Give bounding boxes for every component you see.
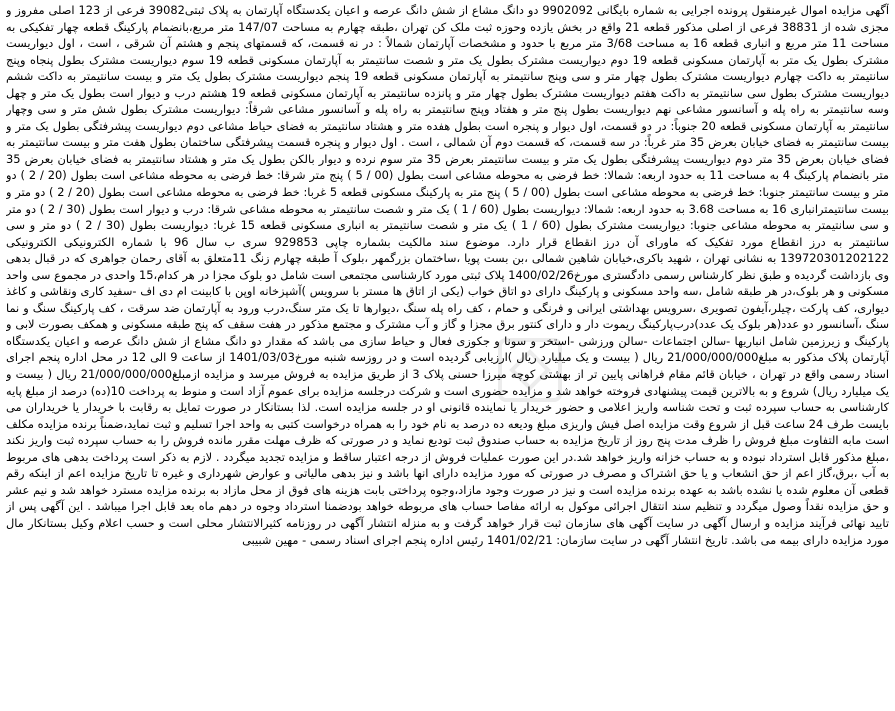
notice-body-text: آگهی مزایده اموال غیرمنقول پرونده اجرایی به شماره بایگانی 9902092 دو دانگ مشاع از شش دانگ عرصه و اعیان یکدستگاه آپارتمان به پلاک ثبتی39082 فرعی از 123 اصلی مفروز و مجزی شده از 38831 فرعی از اصلی مذکور قطعه 21 واقع در بخش یازده وحوزه ثبت ملک کن تهران ،طبقه چهارم به مساحت 147/07 متر مربع،بانضمام پارکینگ قطعه چهار تفکیکی به مساحت 11 متر مربع و انباری قطعه 16 به مساحت 3/68 متر مربع با حدود و مشخصات آپارتمان شمالاً : در نه قسمت، که قسمتهای پنجم و هشتم آن شرقی ، است ، اول دیواریست مشترک بطول یک متر به آپارتمان مسکونی قطعه 19 دوم دیواریست مشترک بطول یک متر و شصت سانتیمتر به آپارتمان مسکونی قطعه 19 سوم دیواریست مشترک بطول پنجاه وپنج سانتیمتر به داکت چهارم دیواریست مشترک بطول چهار متر و سی وپنج سانتیمتر به آپارتمان مسکونی قطعه 19 پنجم دیواریست مشترک بطول یک متر و بیست سانتیمتر به داکت ششم دیواریست مشترک بطول سی سانتیمتر به داکت هفتم دیواریست مشترک بطول چهار متر و پانزده سانتیمتر به آپارتمان مسکونی قطعه 19 هشتم درب و دیوار است بطول یک متر و چهل وسه سانتیمتر به راه پله و آسانسور مشاعی نهم دیواریست بطول پنج متر و هفتاد وپنج سانتیمتر به راه پله و آسانسور مشاعی شرقاً: دیواریست مشترک بطول شش متر و سی وچهار سانتیمتر به آپارتمان مسکونی قطعه 20 جنوباً: در دو قسمت، اول دیوار و پنجره است بطول هفده متر و هشتاد سانتیمتر به فضای حیاط مشاعی دوم دیواریست پیشرفتگی بطول یک متر و بیست سانتیمتر به فضای خیابان بعرض 35 متر غرباً: در سه قسمت، که قسمت دوم آن شمالی ، است . اول دیوار و پنجره قسمت پیشرفتگی ساختمان بطول هفت متر و بیست سانتیمتر به فضای خیابان بعرض 35 متر دوم دیواریست پیشرفتگی بطول یک متر و بیست سانتیمتر بعرض 35 متر سوم نرده و دیوار بالکن بطول یک متر و هشتاد سانتیمتر به فضای خیابان بعرض 35 متر بانضمام پارکینگ 4 به مساحت 11 به حدود اربعه: شمالا: خط فرضی به محوطه مشاعی است بطول (00 / 5 ) پنج متر شرقا: خط فرضی به محوطه مشاعی است بطول (20 / 2 ) دو متر و بیست سانتیمتر جنوبا: خط فرضی به محوطه مشاعی است بطول (00 / 5 ) پنج متر به پارکینگ مسکونی قطعه 5 غربا: خط فرضی به محوطه مشاعی است بطول (20 / 2 ) دو متر و بیست سانتیمترانباری 16 به مساحت 3.68 به حدود اربعه: شمالا: دیواریست بطول (60 / 1 ) یک متر و شصت سانتیمتر به محوطه مشاعی شرقا: درب و دیوار است بطول (30 / 2 ) دو متر و سی سانتیمتر به محوطه مشاعی جنوبا: دیواریست مشترک بطول (60 / 1 ) یک متر و شصت سانتیمتر به انباری مسکونی قطعه 15 غربا: دیواریست بطول (30 / 2 ) دو متر و سی سانتیمتر به درز انقطاع مورد تفکیک که ماورای آن درز انقطاع قرار دارد. موضوع سند مالکیت بشماره چاپی 929853 سری ب سال 96 با شماره الکترونیکی الکترونیکی 139720301202122 به نشانی تهران ، شهید باکری،خیابان شاهین شمالی ،بن بست پویا ،ساختمان بزرگمهر ،بلوک آ طبقه چهارم زنگ 11متعلق به آقای رحمان جواهری که در قبال بدهی وی بازداشت گردیده و طبق نظر کارشناس رسمی دادگستری مورخ1400/02/26 پلاک ثبتی مورد کارشناسی مجتمعی است شامل دو بلوک مجزا در هر کدام،15 واحدی در مجموع سی واحد مسکونی و هر بلوک،در هر طبقه شامل ،سه واحد مسکونی و پارکینگ دارای دو اتاق خواب (یکی از اتاق ها مستر با سرویس )آشپزخانه اوپن با کابینت ام دی اف -سفید کاری ونقاشی و کاغذ دیواری، کف پارکت ،چیلر،آیفون تصویری ،سرویس بهداشتی ایرانی و فرنگی و حمام ، کف راه پله سنگ ،دیوارها تا یک متر سنگ،درب ورود به آپارتمان ضد سرقت ، کف پارکینگ سنگ و نما سنگ ،آسانسور دو عدد(هر بلوک یک عدد)درب‌پارکینگ ریموت دار و دارای کنتور برق مجزا و گاز و آب مشترک و مجتمع مذکور در هفت سقف که پنج طبقه مسکونی و همکف بصورت لابی و پارکینگ و زیرزمین شامل انباریها -سالن اجتماعات -سالن ورزشی -استخر و سونا و جکوزی فعال و حیاط سازی می باشد که مقدار دو دانگ مشاع از شش دانگ عرصه و اعیان یکدستگاه آپارتمان پلاک مذکور به مبلغ21/000/000/000 ریال ( بیست و یک میلیارد ریال )ارزیابی گردیده است و در روزسه شنبه مورخ1401/03/03 از ساعت 9 الی 12 در محل اداره پنجم اجرای اسناد رسمی واقع در تهران ، خیابان قائم مقام فراهانی پایین تر از بهشتی کوچه میرزا حسنی پلاک 3 از طریق مزایده به فروش میرسد و مزایده ازمبلغ21/000/000/000 ریال ( بیست و یک میلیارد ریال) شروع و به بالاترین قیمت پیشنهادی فروخته خواهد شد و مزایده حضوری است و شرکت درجلسه مزایده برای عموم آزاد است و منوط به پرداخت 10(ده) درصد از مبلغ پایه کارشناسی به حساب سپرده ثبت و تحت شناسه واریز اعلامی و حضور خریدار یا نماینده قانونی او در جلسه مزایده است. لذا بستانکار در صورت تمایل به رقابت با خریدار یا خریداران می بایست طرف 24 ساعت قبل از شروع وقت مزایده اصل فیش واریزی مبلغ ودیعه ده درصد به نام خود را به همراه درخواست کتبی به واحد اجرا تسلیم و ثبت نماید،ضمناً برنده مزایده مکلف است مابه التفاوت مبلغ فروش را ظرف مدت پنج روز از تاریخ مزایده به حساب صندوق ثبت تودیع نماید و در صورتی که ظرف مهلت مقرر مانده فروش را به حساب سپرده ثبت واریز نکند ،مبلغ مذکور قابل استرداد نبوده و به حساب خزانه واریز خواهد شد.در این صورت عملیات فروش از درجه اعتبار ساقط و مزایده تجدید میگردد . لازم به ذکر است پرداخت بدهی های مربوط به آب ،برق،گاز اعم از حق انشعاب و یا حق اشتراک و مصرف در صورتی که مورد مزایده دارای انها باشد و نیز بدهی مالیاتی و عوارض شهرداری و غیره تا تاریخ مزایده اعم از اینکه رقم قطعی آن معلوم شده یا نشده باشد به عهده برنده مزایده است و نیز در صورت وجود مازاد،وجوه پرداختی بابت هزینه های فوق از محل مازاد به برنده مزایده مسترد خواهد شد و نیم عشر و حق مزایده نقداً وصول میگردد و تنظیم سند انتقال اجرائی موکول به ارائه مفاصا حساب های مربوطه خواهد بودضمنا استرداد وجوه در دهم ماه بعد قابل اجرا میباشد . این آگهی پس از تایید نهائی فرآیند مزایده و ارسال آگهی در سایت آگهی های سازمان ثبت قرار خواهد گرفت و به منزله انتشار آگهی در روزنامه کثیرالانتشار محلی است و حسب اعلام وکیل بستانکار مال مورد مزایده دارای بیمه می باشد. تاریخ انتشار آگهی در سایت سازمان: 1401/02/21 رئیس اداره پنجم اجرای اسناد رسمی - مهین شبیبی xyxy=(6,3,889,547)
auction-notice-document xyxy=(6,2,889,707)
